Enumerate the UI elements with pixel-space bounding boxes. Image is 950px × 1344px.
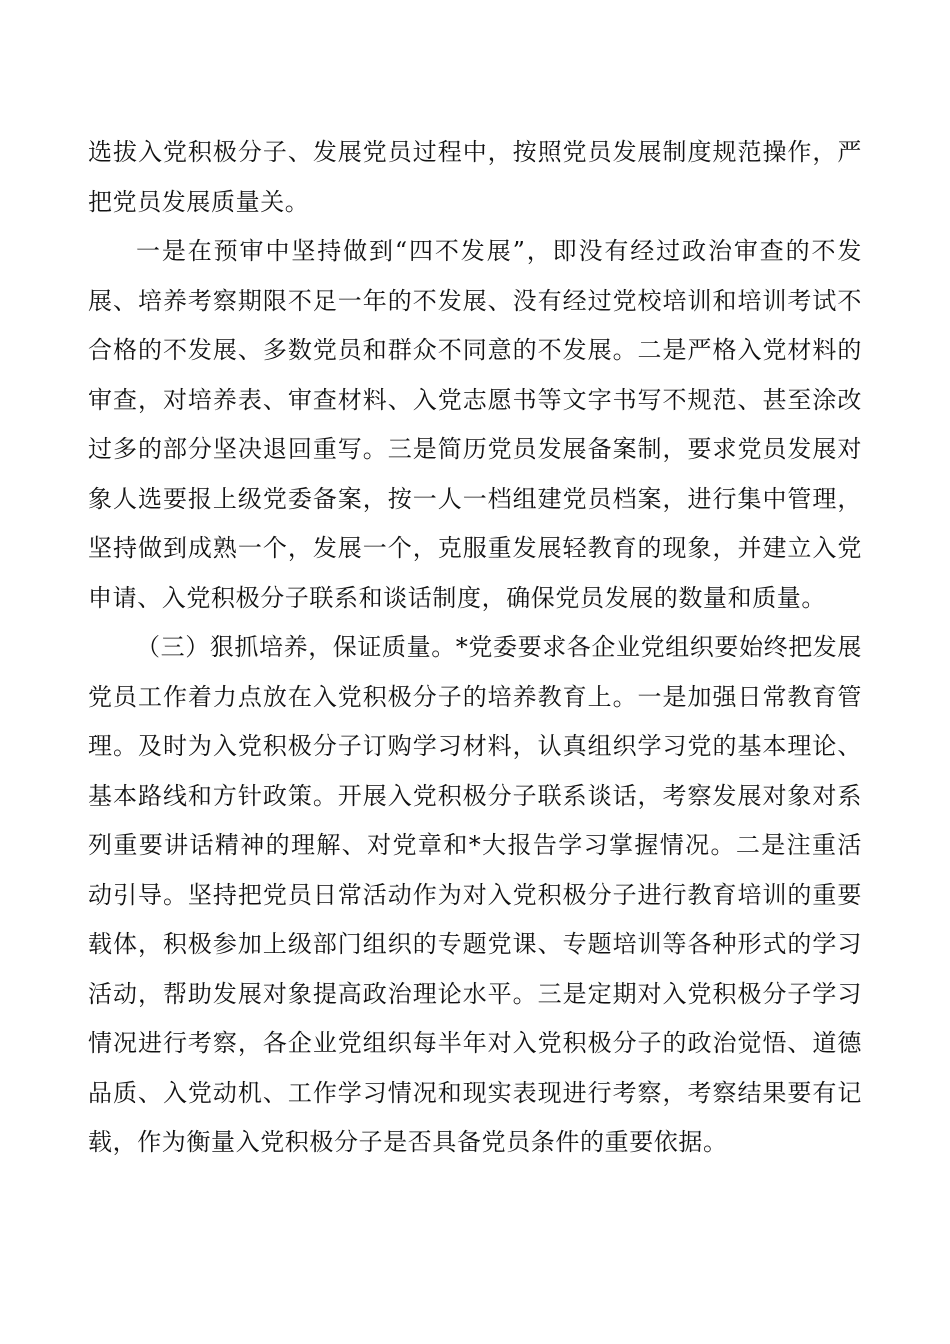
document-body xyxy=(88,128,862,1168)
paragraph-2: 一是在预审中坚持做到“四不发展”，即没有经过政治审查的不发展、培养考察期限不足一年的不发展、没有经过党校培训和培训考试不合格的不发展、多数党员和群众不同意的不发展。二是严格入党材料的审查，对培养表、审查材料、入党志愿书等文字书写不规范、甚至涂改过多的部分坚决退回重写。三是简历党员发展备案制，要求党员发展对象人选要报上级党委备案，按一人一档组建党员档案，进行集中管理，坚持做到成熟一个，发展一个，克服重发展轻教育的现象，并建立入党申请、入党积极分子联系和谈话制度，确保党员发展的数量和质量。 xyxy=(88,237,862,612)
paragraph-1: 选拔入党积极分子、发展党员过程中，按照党员发展制度规范操作，严把党员发展质量关。 xyxy=(88,138,862,216)
paragraph-3: （三）狠抓培养，保证质量。*党委要求各企业党组织要始终把发展党员工作着力点放在入党积极分子的培养教育上。一是加强日常教育管理。及时为入党积极分子订购学习材料，认真组织学习党的基本理论、基本路线和方针政策。开展入党积极分子联系谈话，考察发展对象对系列重要讲话精神的理解、对党章和*大报告学习掌握情况。二是注重活动引导。坚持把党员日常活动作为对入党积极分子进行教育培训的重要载体，积极参加上级部门组织的专题党课、专题培训等各种形式的学习活动，帮助发展对象提高政治理论水平。三是定期对入党积极分子学习情况进行考察，各企业党组织每半年对入党积极分子的政治觉悟、道德品质、入党动机、工作学习情况和现实表现进行考察，考察结果要有记载，作为衡量入党积极分子是否具备党员条件的重要依据。 xyxy=(88,633,862,1156)
